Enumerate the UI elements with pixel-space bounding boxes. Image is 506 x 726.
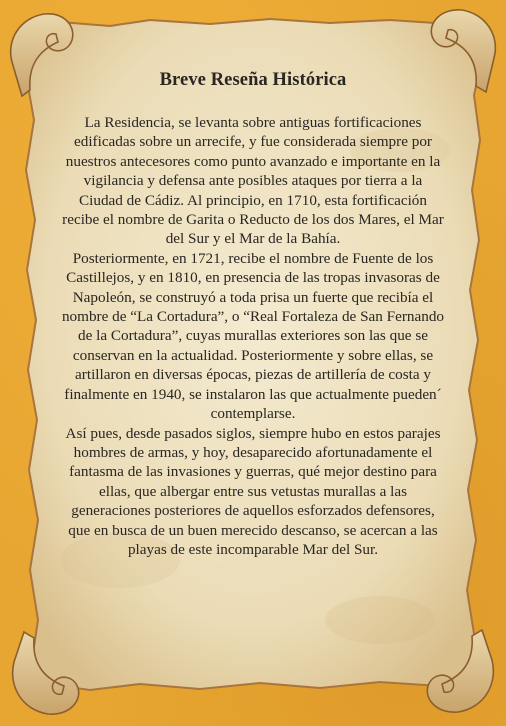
parchment-stain [325,596,435,644]
paragraph-3: Así pues, desde pasados siglos, siempre hubo en estos parajes hombres de armas, y hoy, desaparecido afortunadamente el fantasma de las invasiones y guerras, qué mejor destino para ellas, que albergar entre sus vetustas murallas a las generaciones posteriores de aquellos esforzados defensores, que en busca de un buen merecido descanso, se acercan a las playas de este incomparable Mar del Sur. [65,424,441,558]
paragraph-2: Posteriormente, en 1721, recibe el nombre de Fuente de los Castillejos, y en 1810, en presencia de las tropas invasoras de Napoleón, se construyó a toda prisa un fuerte que recibía el nombre de “La Cortadura”, o “Real Fortaleza de San Fernando de la Cortadura”, cuyas murallas exteriores son las que se conservan en la actualidad. Posteriormente y sobre ellas, se artillaron en diversas épocas, piezas de artillería de costa y finalmente en 1940, se instalaron las que actualmente pueden´ contemplarse. [61,249,445,423]
document-title: Breve Reseña Histórica [159,70,347,90]
historical-text [60,70,446,559]
paragraph-1: La Residencia, se levanta sobre antiguas fortificaciones edificadas sobre un arrecife, y fue considerada siempre por nuestros antecesores como punto avanzado e importante en la vigilancia y defensa ante posibles ataques por tierra a la Ciudad de Cádiz. Al principio, en 1710, esta fortificación recibe el nombre de Garita o Reducto de los dos Mares, el Mar del Sur y el Mar de la Bahía. [62,114,444,248]
